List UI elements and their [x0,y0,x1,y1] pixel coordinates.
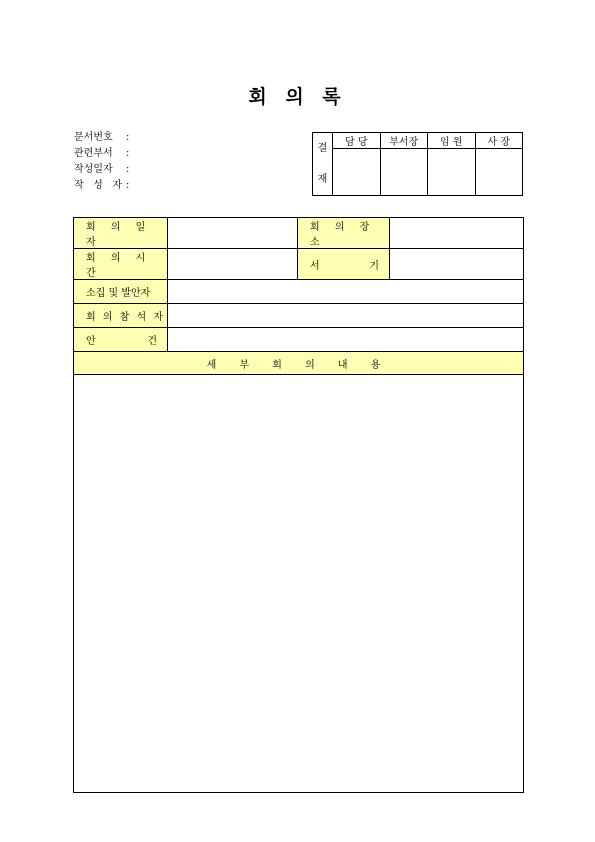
agenda-label [74,328,168,352]
approval-sign-president[interactable] [475,149,523,196]
agenda-field[interactable] [168,328,524,352]
meeting-place-field[interactable] [390,218,524,249]
meeting-date-field[interactable] [168,218,298,249]
details-header: 세 부 회 의 내 용 [74,352,524,375]
meta-doc-number [74,130,129,146]
meta-author-label: 작 성 자 [74,180,122,191]
approval-col-staff: 담 당 [333,133,381,149]
approval-box [312,132,523,196]
document-meta [74,130,129,194]
meta-created-date [74,162,129,178]
meeting-form [73,217,524,793]
meta-department-label: 관련부서 [74,148,113,159]
approval-side-bottom: 재 [317,174,328,185]
meta-doc-number-label: 문서번호 [74,132,113,143]
meeting-date-label: 회 의 일 자 [74,218,168,249]
meta-colon: : [126,164,130,175]
approval-side-label [313,133,333,196]
meeting-time-field[interactable] [168,249,298,280]
approval-col-executive: 임 원 [428,133,476,149]
approval-sign-executive[interactable] [428,149,476,196]
approval-sign-staff[interactable] [333,149,381,196]
meta-created-date-label: 작성일자 [74,164,113,175]
approval-col-president: 사 장 [475,133,523,149]
approval-sign-manager[interactable] [380,149,428,196]
meta-author [74,178,129,194]
meeting-time-label: 회 의 시 간 [74,249,168,280]
meta-department [74,146,129,162]
attendees-field[interactable] [168,304,524,328]
details-content-area[interactable] [74,375,524,793]
agenda-label-text: 안 건 [86,336,157,347]
document-title: 회 의 록 [248,86,347,108]
secretary-label [298,249,390,280]
convener-field[interactable] [168,280,524,304]
meta-colon: : [126,132,130,143]
attendees-label: 회 의 참 석 자 [74,304,168,328]
convener-label: 소집 및 발안자 [74,280,168,304]
secretary-label-text: 서 기 [310,260,379,272]
approval-col-manager: 부서장 [380,133,428,149]
meta-colon: : [126,148,130,159]
meta-colon: : [126,180,130,191]
meeting-place-label: 회 의 장 소 [298,218,390,249]
secretary-field[interactable] [390,249,524,280]
approval-side-top: 결 [317,143,328,154]
